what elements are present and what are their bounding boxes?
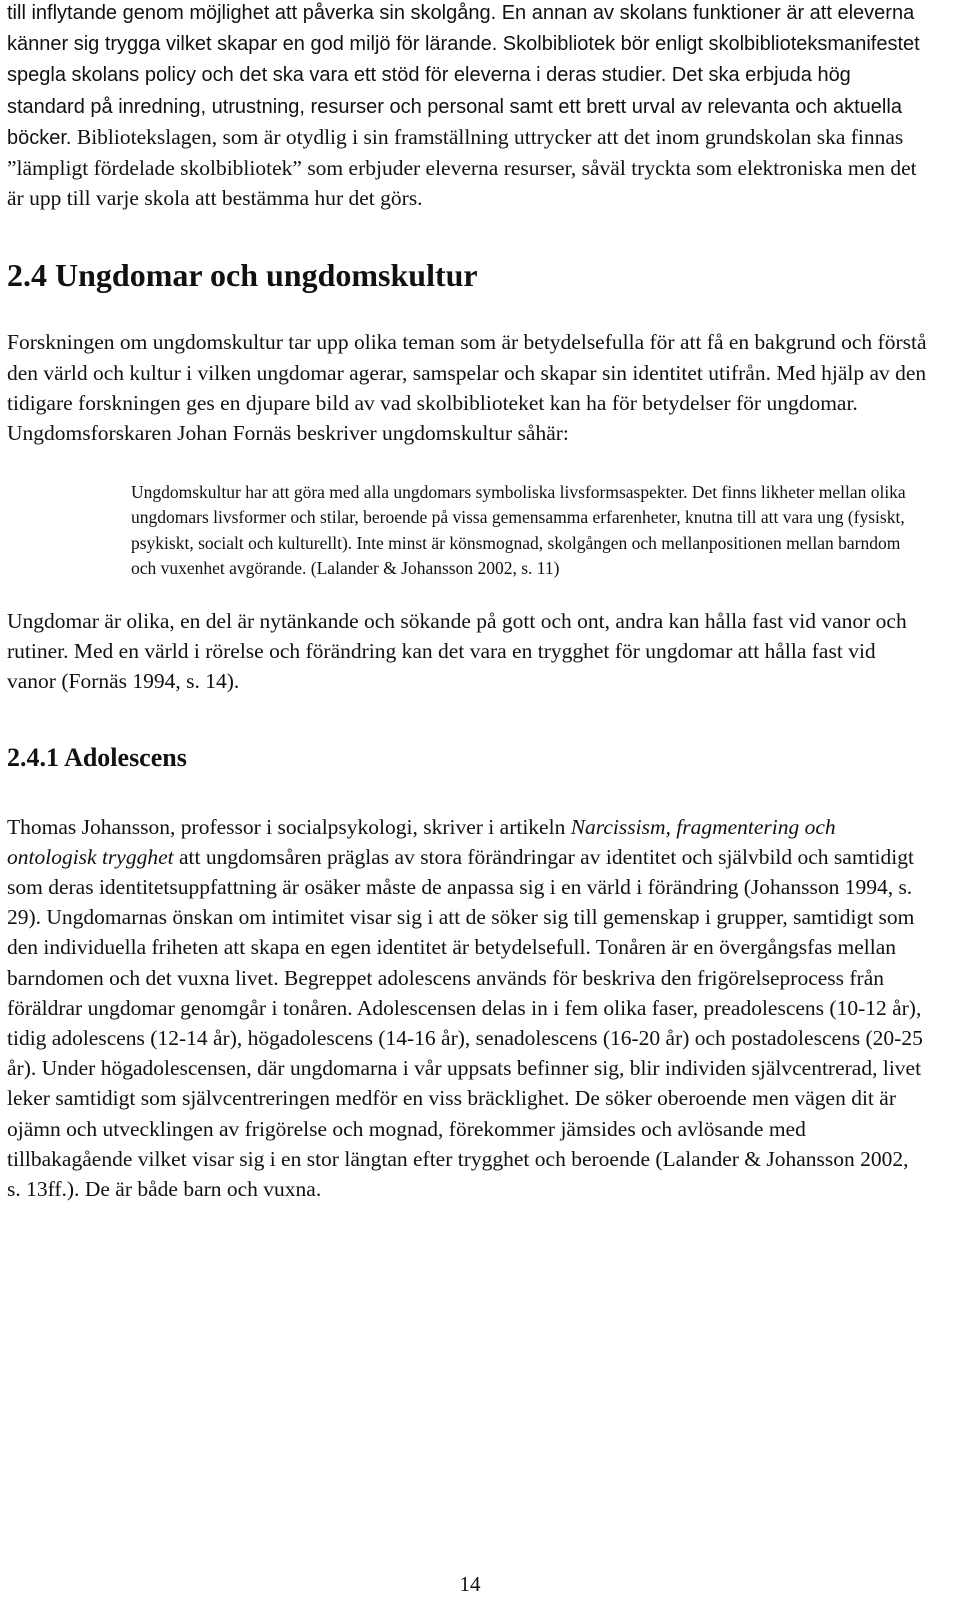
section-heading-2-4: 2.4 Ungdomar och ungdomskultur <box>7 257 478 294</box>
block-quote: Ungdomskultur har att göra med alla ungdomars symboliska livsformsaspekter. Det finns likheter mellan olika ungdomars livsformer och stilar, beroende på vissa gemensamma erfarenheter, knutna till att vara ung (fysiskt, psykiskt, socialt och kulturellt). Inte minst är könsmognad, skolgången och mellanpositionen mellan barndom och vuxenhet avgörande. (Lalander & Johansson 2002, s. 11) <box>131 482 906 578</box>
intro-sentence-2: Bibliotekslagen, som är otydlig i sin framställning uttrycker att det inom grundskolan ska finnas ”lämpligt fördelade skolbibliotek” som erbjuder eleverna resurser, såväl tryckta som elektroniska men det är upp till varje skola att bestämma hur det görs. <box>7 124 917 211</box>
page-number: 14 <box>459 1572 481 1596</box>
paragraph-lead: Thomas Johansson, professor i socialpsykologi, skriver i artikeln <box>7 814 571 839</box>
intro-sentence-1: till inflytande genom möjlighet att påverka sin skolgång. En annan av skolans funktioner är att eleverna känner sig trygga vilket skapar en god miljö för lärande. Skolbibliotek bör enligt skolbiblioteksmanifestet spegla skolans policy och det ska vara ett stöd för eleverna i deras studier. Det ska erbjuda hög standard på inredning, utrustning, resurser och personal samt ett brett urval av relevanta och aktuella böcker. <box>7 2 920 149</box>
section-2-4-paragraph-2: Ungdomar är olika, en del är nytänkande och sökande på gott och ont, andra kan hålla fast vid vanor och rutiner. Med en värld i rörelse och förändring kan det vara en trygghet för ungdomar att hålla fast vid vanor (Fornäs 1994, s. 14). <box>7 609 907 694</box>
document-page <box>7 0 927 1204</box>
article-title: Narcissism, fragmentering och ontologisk trygghet <box>7 814 836 869</box>
intro-paragraph <box>7 0 927 213</box>
section-heading-2-4-1: 2.4.1 Adolescens <box>7 742 187 772</box>
paragraph-rest: att ungdomsåren präglas av stora förändringar av identitet och självbild och samtidigt som deras identitetsuppfattning är osäker måste de anpassa sig i en värld i förändring (Johansson 1994, s. 29). Ungdomarnas önskan om intimitet visar sig i att de söker sig till gemenskap i grupper, samtidigt som den individuella friheten att skapa en egen identitet är betydelsefull. Tonåren är en övergångsfas mellan barndomen och det vuxna livet. Begreppet adolescens används för beskriva den frigörelseprocess från föräldrar ungdomar genomgår i tonåren. Adolescensen delas in i fem olika faser, preadolescens (10-12 år), tidig adolescens (12-14 år), högadolescens (14-16 år), senadolescens (16-20 år) och postadolescens (20-25 år). Under högadolescensen, där ungdomarna i vår uppsats befinner sig, blir individen självcentrerad, livet leker samtidigt som självcentreringen medför en viss bräcklighet. De söker oberoende men vägen dit är ojämn och utvecklingen av frigörelse och mognad, förekommer jämsides och avlösande med tillbakagående vilket visar sig i en stor längtan efter trygghet och beroende (Lalander & Johansson 2002, s. 13ff.). De är både barn och vuxna. <box>7 844 923 1202</box>
section-2-4-paragraph-1: Forskningen om ungdomskultur tar upp olika teman som är betydelsefulla för att få en bakgrund och förstå den värld och kultur i vilken ungdomar agerar, samspelar och skapar sin identitet utifrån. Med hjälp av den tidigare forskningen ges en djupare bild av vad skolbiblioteket kan ha för betydelser för ungdomar. Ungdomsforskaren Johan Fornäs beskriver ungdomskultur såhär: <box>7 330 927 446</box>
section-2-4-1-paragraph <box>7 812 927 1205</box>
